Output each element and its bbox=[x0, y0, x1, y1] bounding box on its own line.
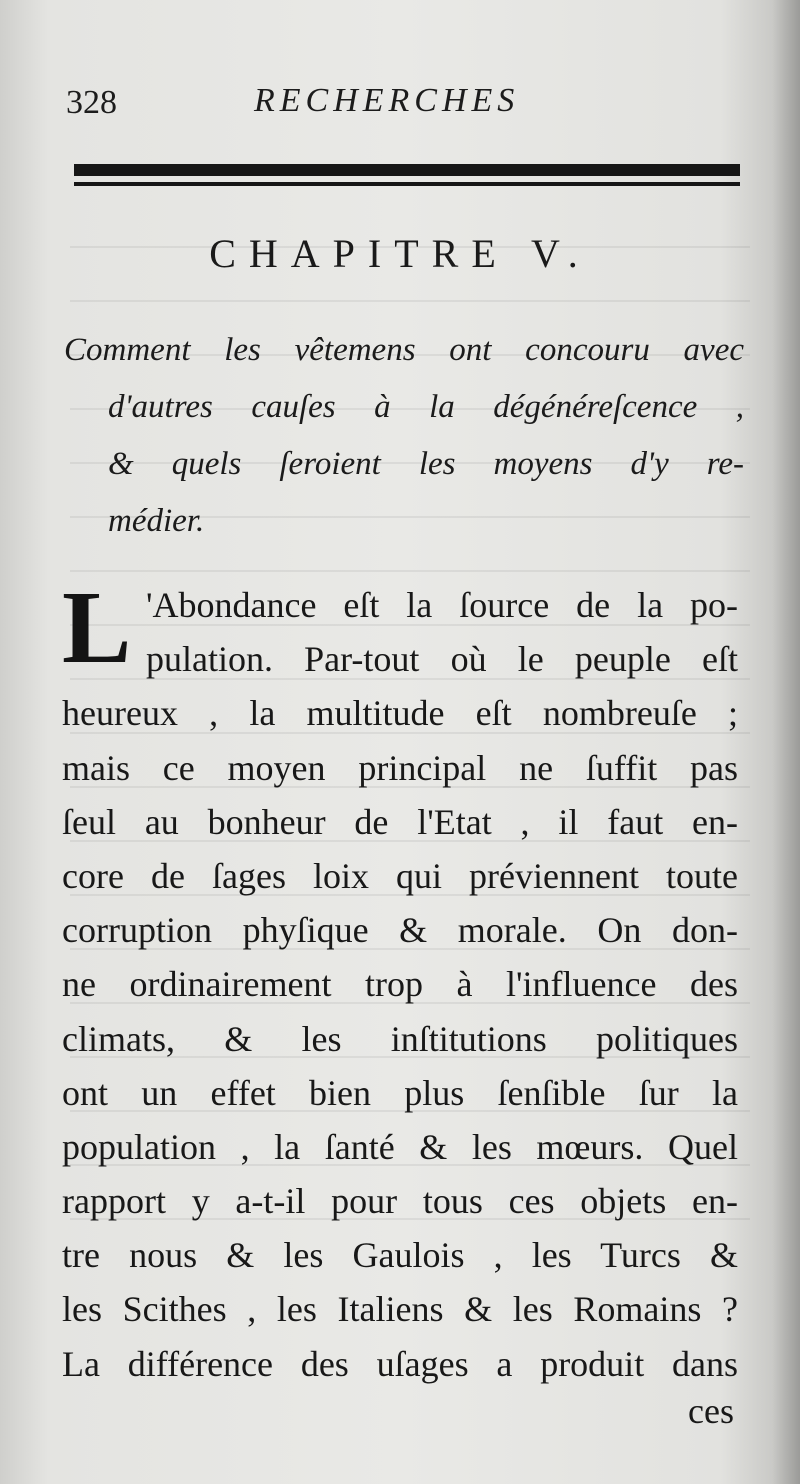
subtitle-line: d'autres cauſes à la dégénéreſcence , bbox=[108, 389, 744, 425]
subtitle-line: Comment les vêtemens ont concouru avec bbox=[64, 332, 744, 368]
body-paragraph bbox=[62, 570, 738, 1391]
text-line: heureux , la multitude eſt nombreuſe ; bbox=[62, 693, 738, 734]
running-title: RECHERCHES bbox=[254, 82, 520, 119]
catchword: ces bbox=[688, 1391, 734, 1431]
header-rule-thin bbox=[74, 182, 740, 186]
page-edge-shadow bbox=[772, 0, 800, 1484]
text-line: les Scithes , les Italiens & les Romains ? bbox=[62, 1289, 738, 1330]
text-line: core de ſages loix qui préviennent toute bbox=[62, 855, 738, 896]
subtitle-line: & quels ſeroient les moyens d'y re- bbox=[108, 446, 744, 482]
subtitle-line: médier. bbox=[108, 503, 205, 539]
text-line: population , la ſanté & les mœurs. Quel bbox=[62, 1126, 738, 1167]
text-line: tre nous & les Gaulois , les Turcs & bbox=[62, 1235, 738, 1276]
page-number: 328 bbox=[66, 84, 117, 121]
text-line: pulation. Par-tout où le peuple eſt bbox=[146, 639, 738, 680]
text-line: ſeul au bonheur de l'Etat , il faut en- bbox=[62, 801, 738, 842]
text-line: mais ce moyen principal ne ſuffit pas bbox=[62, 747, 738, 788]
chapter-subtitle bbox=[64, 322, 744, 550]
chapter-title: CHAPITRE V. bbox=[209, 231, 591, 276]
running-head bbox=[66, 78, 746, 128]
text-line: ne ordinairement trop à l'influence des bbox=[62, 964, 738, 1005]
text-line: ont un effet bien plus ſenſible ſur la bbox=[62, 1072, 738, 1113]
text-line: 'Abondance eſt la ſource de la po- bbox=[146, 585, 738, 625]
text-line: climats, & les inſtitutions politiques bbox=[62, 1018, 738, 1059]
text-line: corruption phyſique & morale. On don- bbox=[62, 910, 738, 951]
text-line: La différence des uſages a produit dans bbox=[62, 1343, 738, 1384]
header-rule-thick bbox=[74, 164, 740, 176]
drop-cap: L bbox=[62, 570, 132, 685]
text-line: rapport y a-t-il pour tous ces objets en- bbox=[62, 1181, 738, 1222]
